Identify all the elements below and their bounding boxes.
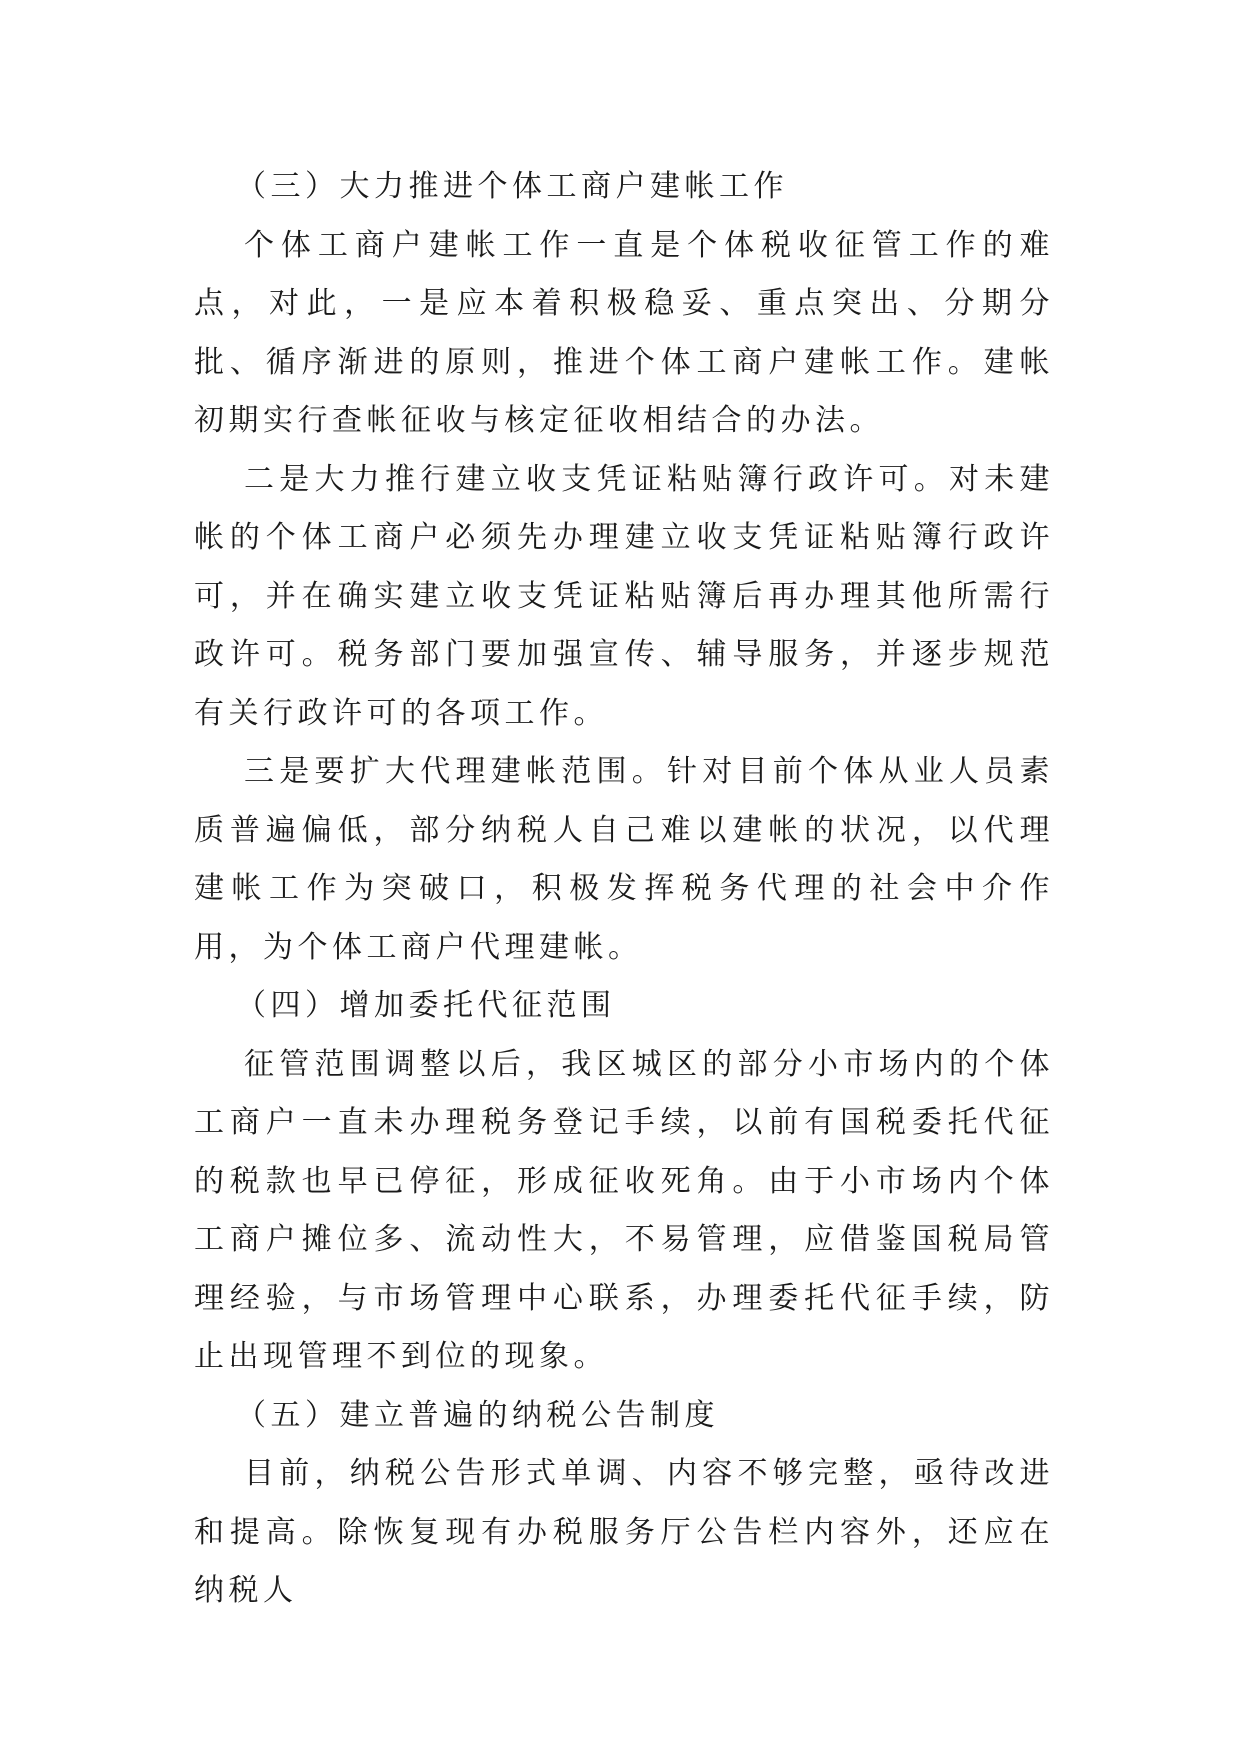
- body-paragraph: 二是大力推行建立收支凭证粘贴簿行政许可。对未建帐的个体工商户必须先办理建立收支凭证粘贴簿行政许可，并在确实建立收支凭证粘贴簿后再办理其他所需行政许可。税务部门要加强宣传、辅导服务，并逐步规范有关行政许可的各项工作。: [194, 461, 1054, 731]
- section-heading-3: （三）大力推进个体工商户建帐工作: [236, 169, 788, 204]
- document-body: [194, 158, 1054, 1621]
- section-heading-4: （四）增加委托代征范围: [236, 988, 616, 1023]
- section-heading-5: （五）建立普遍的纳税公告制度: [236, 1397, 719, 1433]
- body-paragraph: 个体工商户建帐工作一直是个体税收征管工作的难点，对此，一是应本着积极稳妥、重点突出、分期分批、循序渐进的原则，推进个体工商户建帐工作。建帐初期实行查帐征收与核定征收相结合的办法。: [194, 227, 1054, 438]
- body-paragraph: 征管范围调整以后，我区城区的部分小市场内的个体工商户一直未办理税务登记手续，以前有国税委托代征的税款也早已停征，形成征收死角。由于小市场内个体工商户摊位多、流动性大，不易管理，应借鉴国税局管理经验，与市场管理中心联系，办理委托代征手续，防止出现管理不到位的现象。: [194, 1046, 1054, 1374]
- body-paragraph: 三是要扩大代理建帐范围。针对目前个体从业人员素质普遍偏低，部分纳税人自己难以建帐的状况，以代理建帐工作为突破口，积极发挥税务代理的社会中介作用，为个体工商户代理建帐。: [194, 754, 1054, 965]
- body-paragraph: 目前，纳税公告形式单调、内容不够完整，亟待改进和提高。除恢复现有办税服务厅公告栏内容外，还应在纳税人: [194, 1456, 1054, 1608]
